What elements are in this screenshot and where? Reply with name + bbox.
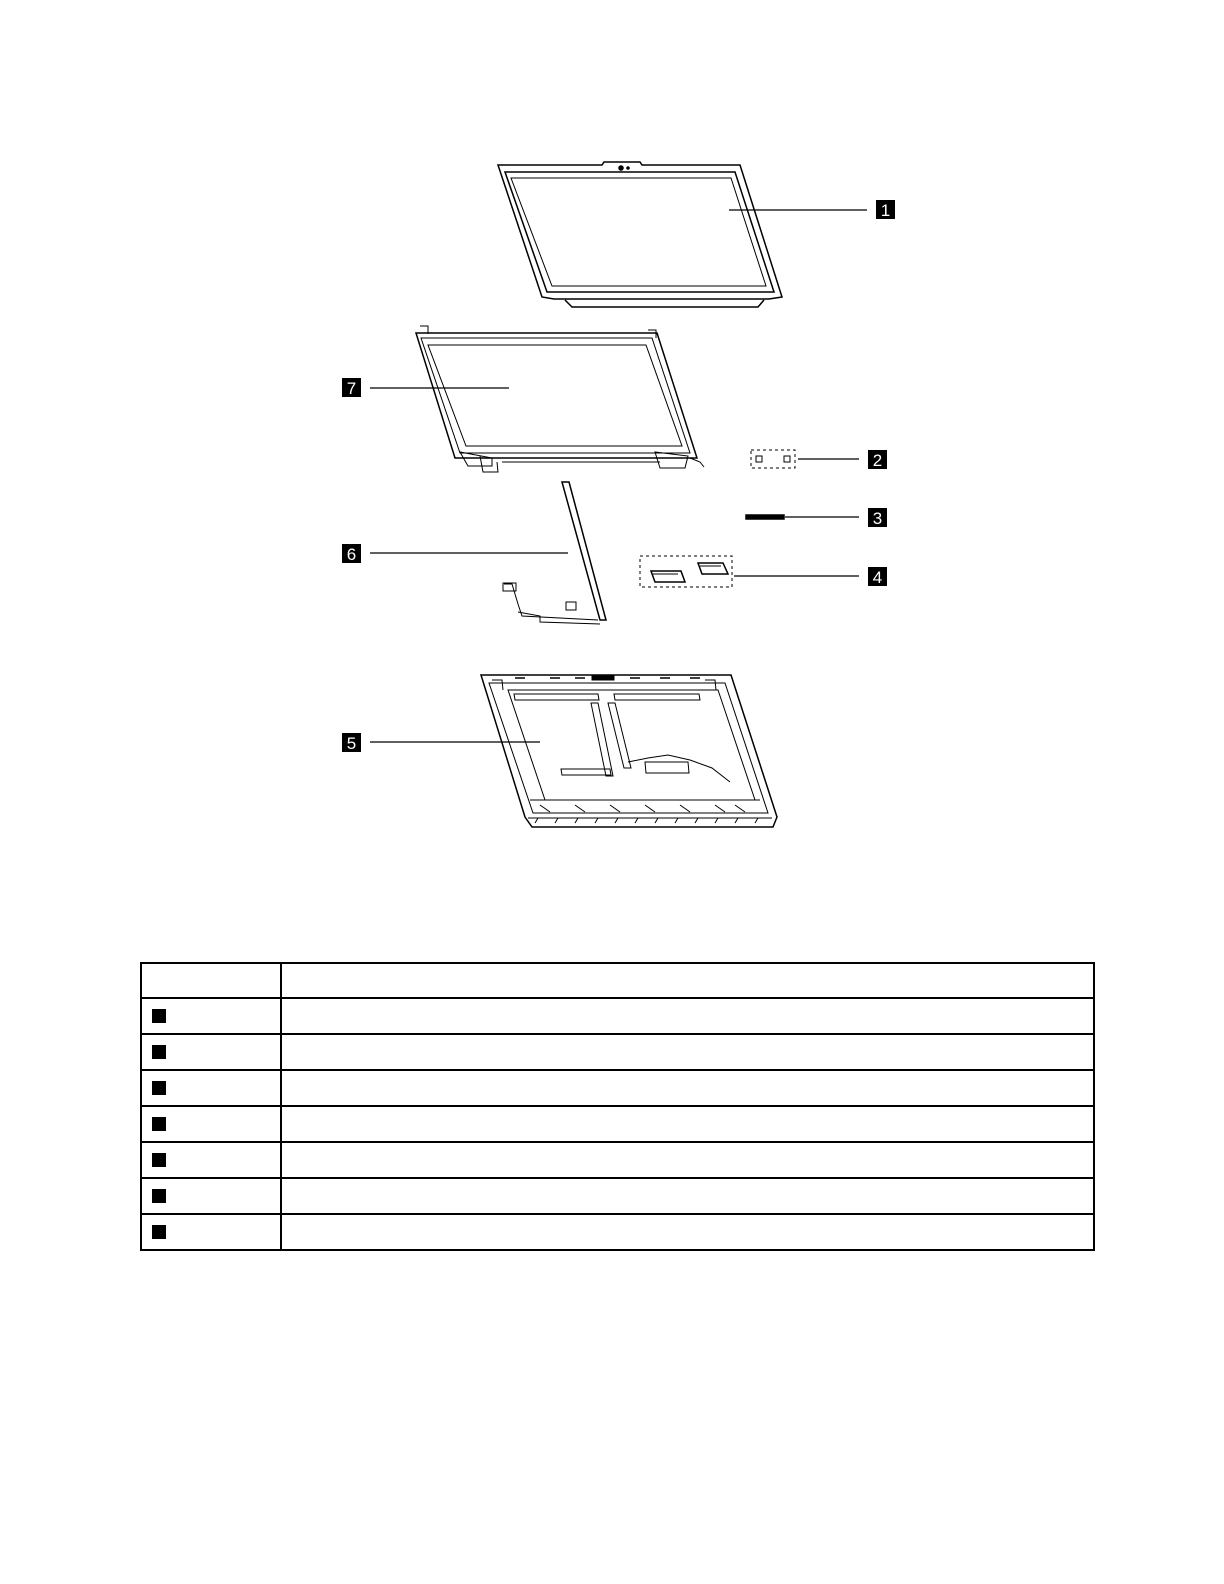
black-square-marker xyxy=(152,1189,166,1203)
callout-4 xyxy=(868,567,887,587)
row-marker-cell xyxy=(141,1106,281,1142)
svg-text:7: 7 xyxy=(346,379,357,398)
svg-text:2: 2 xyxy=(872,451,883,470)
table-header-description xyxy=(281,963,1094,998)
svg-text:3: 3 xyxy=(872,509,883,528)
table-row xyxy=(141,1214,1094,1250)
table-header-index xyxy=(141,963,281,998)
lcd-panel-drawing xyxy=(416,326,704,472)
bezel-drawing xyxy=(498,162,782,307)
table-row xyxy=(141,1178,1094,1214)
lcd-rear-cover-drawing xyxy=(481,675,777,827)
svg-text:1: 1 xyxy=(880,201,891,220)
callout-5 xyxy=(342,733,361,753)
row-marker-cell xyxy=(141,1070,281,1106)
table-row xyxy=(141,1142,1094,1178)
row-description-cell xyxy=(281,1106,1094,1142)
svg-text:5: 5 xyxy=(346,734,357,753)
black-square-marker xyxy=(152,1045,166,1059)
hinge-screws-drawing xyxy=(751,450,795,468)
row-description-cell xyxy=(281,1178,1094,1214)
table-header-row xyxy=(141,963,1094,998)
black-square-marker xyxy=(152,1117,166,1131)
table-row xyxy=(141,1070,1094,1106)
table-row xyxy=(141,1106,1094,1142)
callout-2 xyxy=(868,450,887,470)
callout-7 xyxy=(342,378,361,398)
camera-module-drawing xyxy=(746,515,784,519)
hinge-covers-drawing xyxy=(640,556,732,587)
callout-6 xyxy=(342,544,361,564)
black-square-marker xyxy=(152,1009,166,1023)
row-description-cell xyxy=(281,998,1094,1034)
row-description-cell xyxy=(281,1142,1094,1178)
row-description-cell xyxy=(281,1214,1094,1250)
parts-table xyxy=(140,962,1095,1251)
row-marker-cell xyxy=(141,1214,281,1250)
black-square-marker xyxy=(152,1081,166,1095)
row-description-cell xyxy=(281,1070,1094,1106)
callout-3 xyxy=(868,508,887,528)
table-row xyxy=(141,1034,1094,1070)
row-marker-cell xyxy=(141,1034,281,1070)
row-marker-cell xyxy=(141,998,281,1034)
black-square-marker xyxy=(152,1153,166,1167)
table-row xyxy=(141,998,1094,1034)
row-description-cell xyxy=(281,1034,1094,1070)
row-marker-cell xyxy=(141,1142,281,1178)
svg-text:6: 6 xyxy=(346,545,357,564)
black-square-marker xyxy=(152,1225,166,1239)
callout-1 xyxy=(876,200,895,220)
svg-text:4: 4 xyxy=(872,568,883,587)
row-marker-cell xyxy=(141,1178,281,1214)
